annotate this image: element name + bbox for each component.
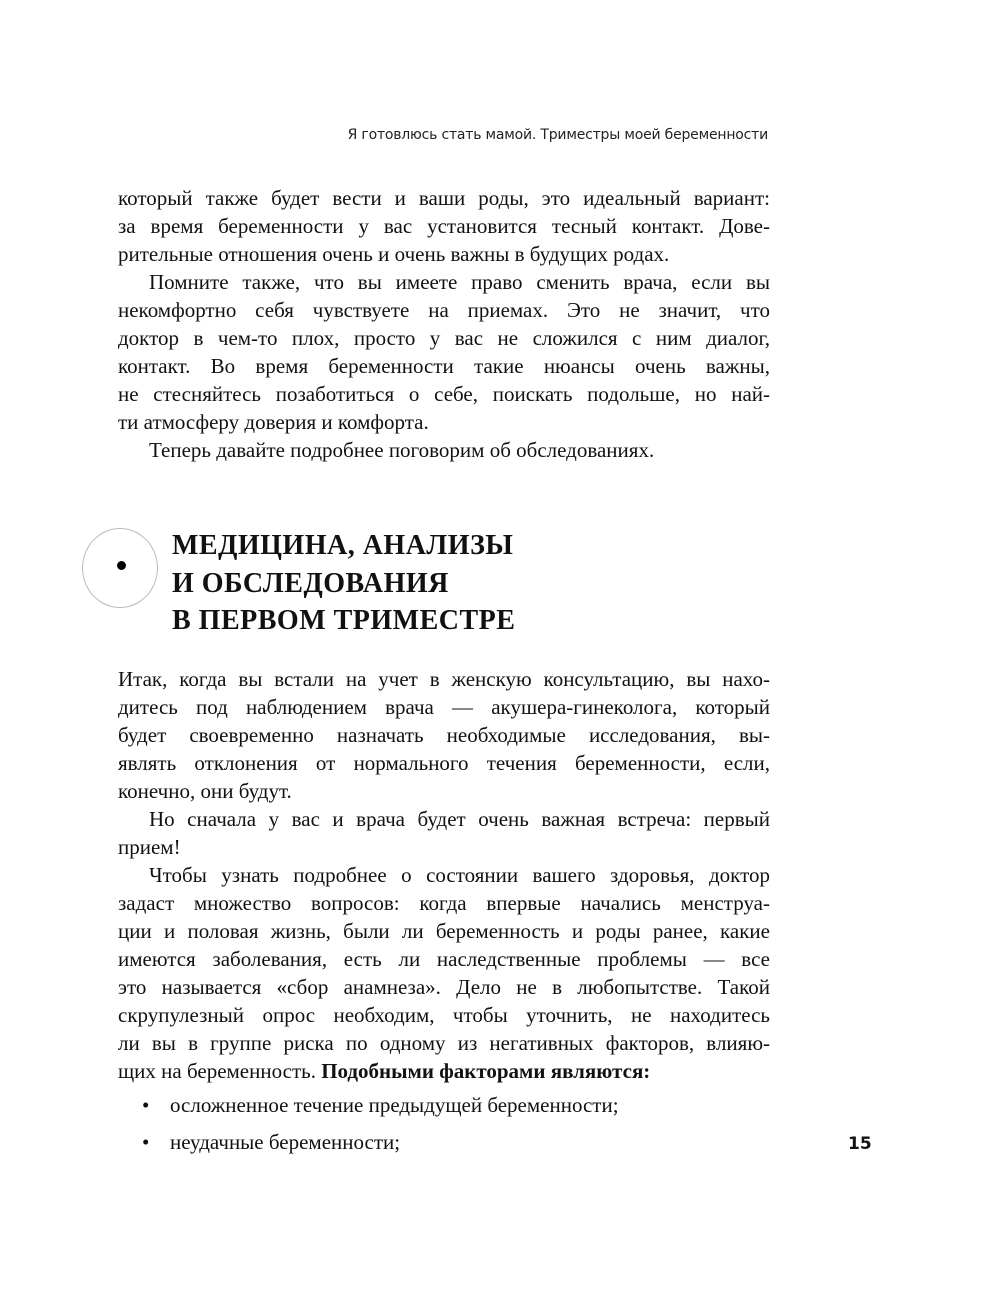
- text-line: дитесь под наблюдением врача — акушера-гинеколога, который: [118, 695, 770, 719]
- bullet-list: [118, 1093, 770, 1167]
- text-line: [118, 1059, 770, 1087]
- text-line: рительные отношения очень и очень важны в будущих родах.: [118, 242, 670, 266]
- text-line: Итак, когда вы встали на учет в женскую консультацию, вы нахо-: [118, 667, 770, 691]
- section-1-text: [118, 186, 770, 466]
- bullet-icon: •: [142, 1093, 150, 1117]
- section-dot-icon: [117, 561, 126, 570]
- text-line: задаст множество вопросов: когда впервые начались менструа-: [118, 891, 770, 915]
- list-item-text: осложненное течение предыдущей беременности;: [170, 1093, 619, 1117]
- text-line: за время беременности у вас установится тесный контакт. Дове-: [118, 214, 770, 238]
- text-line: некомфортно себя чувствуете на приемах. Это не значит, что: [118, 298, 770, 322]
- bullet-icon: •: [142, 1130, 150, 1154]
- text-line: Но сначала у вас и врача будет очень важная встреча: первый: [149, 807, 770, 831]
- list-item: [118, 1093, 770, 1130]
- text-line: Чтобы узнать подробнее о состоянии вашего здоровья, доктор: [149, 863, 770, 887]
- section-heading: [172, 527, 515, 640]
- text-line: прием!: [118, 835, 181, 859]
- text-line: Теперь давайте подробнее поговорим об обследованиях.: [149, 438, 655, 462]
- text-line: ции и половая жизнь, были ли беременность и роды ранее, какие: [118, 919, 770, 943]
- page-number: 15: [848, 1134, 872, 1154]
- text-line: ли вы в группе риска по одному из негативных факторов, влияю-: [118, 1031, 770, 1055]
- text-line: будет своевременно назначать необходимые исследования, вы-: [118, 723, 770, 747]
- text-line: имеются заболевания, есть ли наследственные проблемы — все: [118, 947, 770, 971]
- text-line: скрупулезный опрос необходим, чтобы уточнить, не находитесь: [118, 1003, 770, 1027]
- text-line: ти атмосферу доверия и комфорта.: [118, 410, 429, 434]
- text-line: не стесняйтесь позаботиться о себе, поискать подольше, но най-: [118, 382, 770, 406]
- text-line: который также будет вести и ваши роды, это идеальный вариант:: [118, 186, 770, 210]
- text-line: контакт. Во время беременности такие нюансы очень важны,: [118, 354, 770, 378]
- heading-line: МЕДИЦИНА, АНАЛИЗЫ: [172, 530, 514, 561]
- text-line: являть отклонения от нормального течения беременности, если,: [118, 751, 770, 775]
- section-2-text: [118, 667, 770, 1087]
- heading-line: В ПЕРВОМ ТРИМЕСТРЕ: [172, 605, 516, 636]
- list-item: [118, 1130, 770, 1167]
- text-line: доктор в чем-то плох, просто у вас не сложился с ним диалог,: [118, 326, 770, 350]
- text-line: конечно, они будут.: [118, 779, 292, 803]
- text-line: Помните также, что вы имеете право сменить врача, если вы: [149, 270, 770, 294]
- running-header: Я готовлюсь стать мамой. Триместры моей беременности: [347, 127, 768, 143]
- text-line: это называется «сбор анамнеза». Дело не в любопытстве. Такой: [118, 975, 770, 999]
- text-span: щих на беременность.: [118, 1059, 322, 1083]
- bold-text: Подобными факторами являются:: [321, 1059, 651, 1083]
- list-item-text: неудачные беременности;: [170, 1130, 401, 1154]
- heading-line: И ОБСЛЕДОВАНИЯ: [172, 567, 449, 599]
